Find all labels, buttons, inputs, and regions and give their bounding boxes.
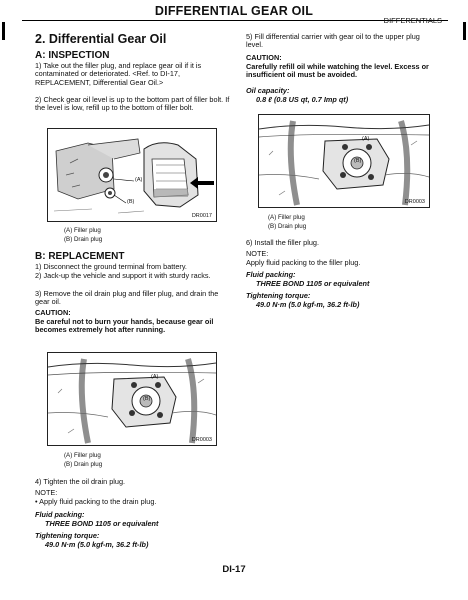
step-6: 6) Install the filler plug. — [246, 238, 320, 247]
figure-filler-drain-side-view — [47, 128, 217, 222]
figure-3-id: DR0003 — [404, 199, 425, 205]
figure-2-legend-b: (B) Drain plug — [64, 461, 103, 468]
torque-label-right: Tightening torque: — [246, 291, 311, 300]
note-label-left: NOTE: — [35, 488, 58, 497]
torque-value-left: 49.0 N·m (5.0 kgf-m, 36.2 ft-lb) — [45, 540, 149, 549]
replacement-step-3: 3) Remove the oil drain plug and filler plug, and drain the gear oil. — [35, 289, 219, 307]
binding-mark-right — [463, 22, 466, 40]
oil-capacity-value: 0.8 ℓ (0.8 US qt, 0.7 Imp qt) — [256, 95, 349, 104]
figure-1-legend-b: (B) Drain plug — [64, 236, 103, 243]
figure-3-illustration — [259, 115, 429, 207]
figure-3-callout-b: (B) — [354, 158, 362, 164]
figure-underside-view-right — [258, 114, 430, 208]
replacement-caution-label: CAUTION: — [35, 308, 71, 317]
fluid-packing-value-left: THREE BOND 1105 or equivalent — [45, 519, 159, 528]
replacement-step-1: 1) Disconnect the ground terminal from battery. — [35, 262, 187, 271]
step-5: 5) Fill differential carrier with gear oil to the upper plug level. — [246, 32, 420, 50]
figure-1-callout-b: (B) — [127, 199, 135, 205]
page-header-title: DIFFERENTIAL GEAR OIL — [154, 4, 314, 18]
figure-1-legend-a: (A) Filler plug — [64, 227, 101, 234]
figure-underside-view — [47, 352, 217, 446]
figure-2-illustration — [48, 353, 216, 445]
figure-2-legend-a: (A) Filler plug — [64, 452, 101, 459]
section-heading: 2. Differential Gear Oil — [35, 32, 167, 46]
figure-3-legend-b: (B) Drain plug — [268, 223, 307, 230]
figure-2-callout-b: (B) — [143, 396, 151, 402]
figure-1-callout-a: (A) — [135, 177, 143, 183]
fluid-packing-label-left: Fluid packing: — [35, 510, 85, 519]
figure-3-callout-a: (A) — [362, 136, 370, 142]
replacement-step-2: 2) Jack-up the vehicle and support it with sturdy racks. — [35, 271, 211, 280]
replacement-caution-text: Be careful not to burn your hands, because gear oil becomes extremely hot after running. — [35, 317, 214, 335]
oil-capacity-label: Oil capacity: — [246, 86, 290, 95]
figure-2-callout-a: (A) — [151, 374, 159, 380]
replacement-title: B: REPLACEMENT — [35, 251, 125, 262]
figure-1-illustration — [48, 129, 216, 221]
right-caution-text: Carefully refill oil while watching the level. Excess or insufficient oil must be avoided. — [246, 62, 429, 80]
binding-mark-left — [2, 22, 5, 40]
figure-1-id: DR0017 — [191, 213, 212, 219]
note-bullet-drain: • Apply fluid packing to the drain plug. — [35, 497, 157, 506]
fluid-packing-label-right: Fluid packing: — [246, 270, 296, 279]
figure-3-legend-a: (A) Filler plug — [268, 214, 305, 221]
torque-value-right: 49.0 N·m (5.0 kgf-m, 36.2 ft-lb) — [256, 300, 360, 309]
torque-label-left: Tightening torque: — [35, 531, 100, 540]
inspection-title: A: INSPECTION — [35, 50, 110, 61]
page-number: DI-17 — [222, 564, 246, 575]
note-label-right: NOTE: — [246, 249, 269, 258]
note-text-right: Apply fluid packing to the filler plug. — [246, 258, 361, 267]
fluid-packing-value-right: THREE BOND 1105 or equivalent — [256, 279, 370, 288]
section-name: DIFFERENTIALS — [383, 16, 442, 25]
inspection-step-2: 2) Check gear oil level is up to the bottom part of filler bolt. If the level is low, refill up to the bottom of filler bolt. — [35, 95, 230, 113]
right-caution-label: CAUTION: — [246, 53, 282, 62]
step-4: 4) Tighten the oil drain plug. — [35, 477, 126, 486]
figure-2-id: DR0003 — [191, 437, 212, 443]
inspection-step-1: 1) Take out the filler plug, and replace gear oil if it is contaminated or deteriorated. <Ref. to DI-17, REPLACEMENT, Differential Gear Oil.> — [35, 61, 202, 87]
